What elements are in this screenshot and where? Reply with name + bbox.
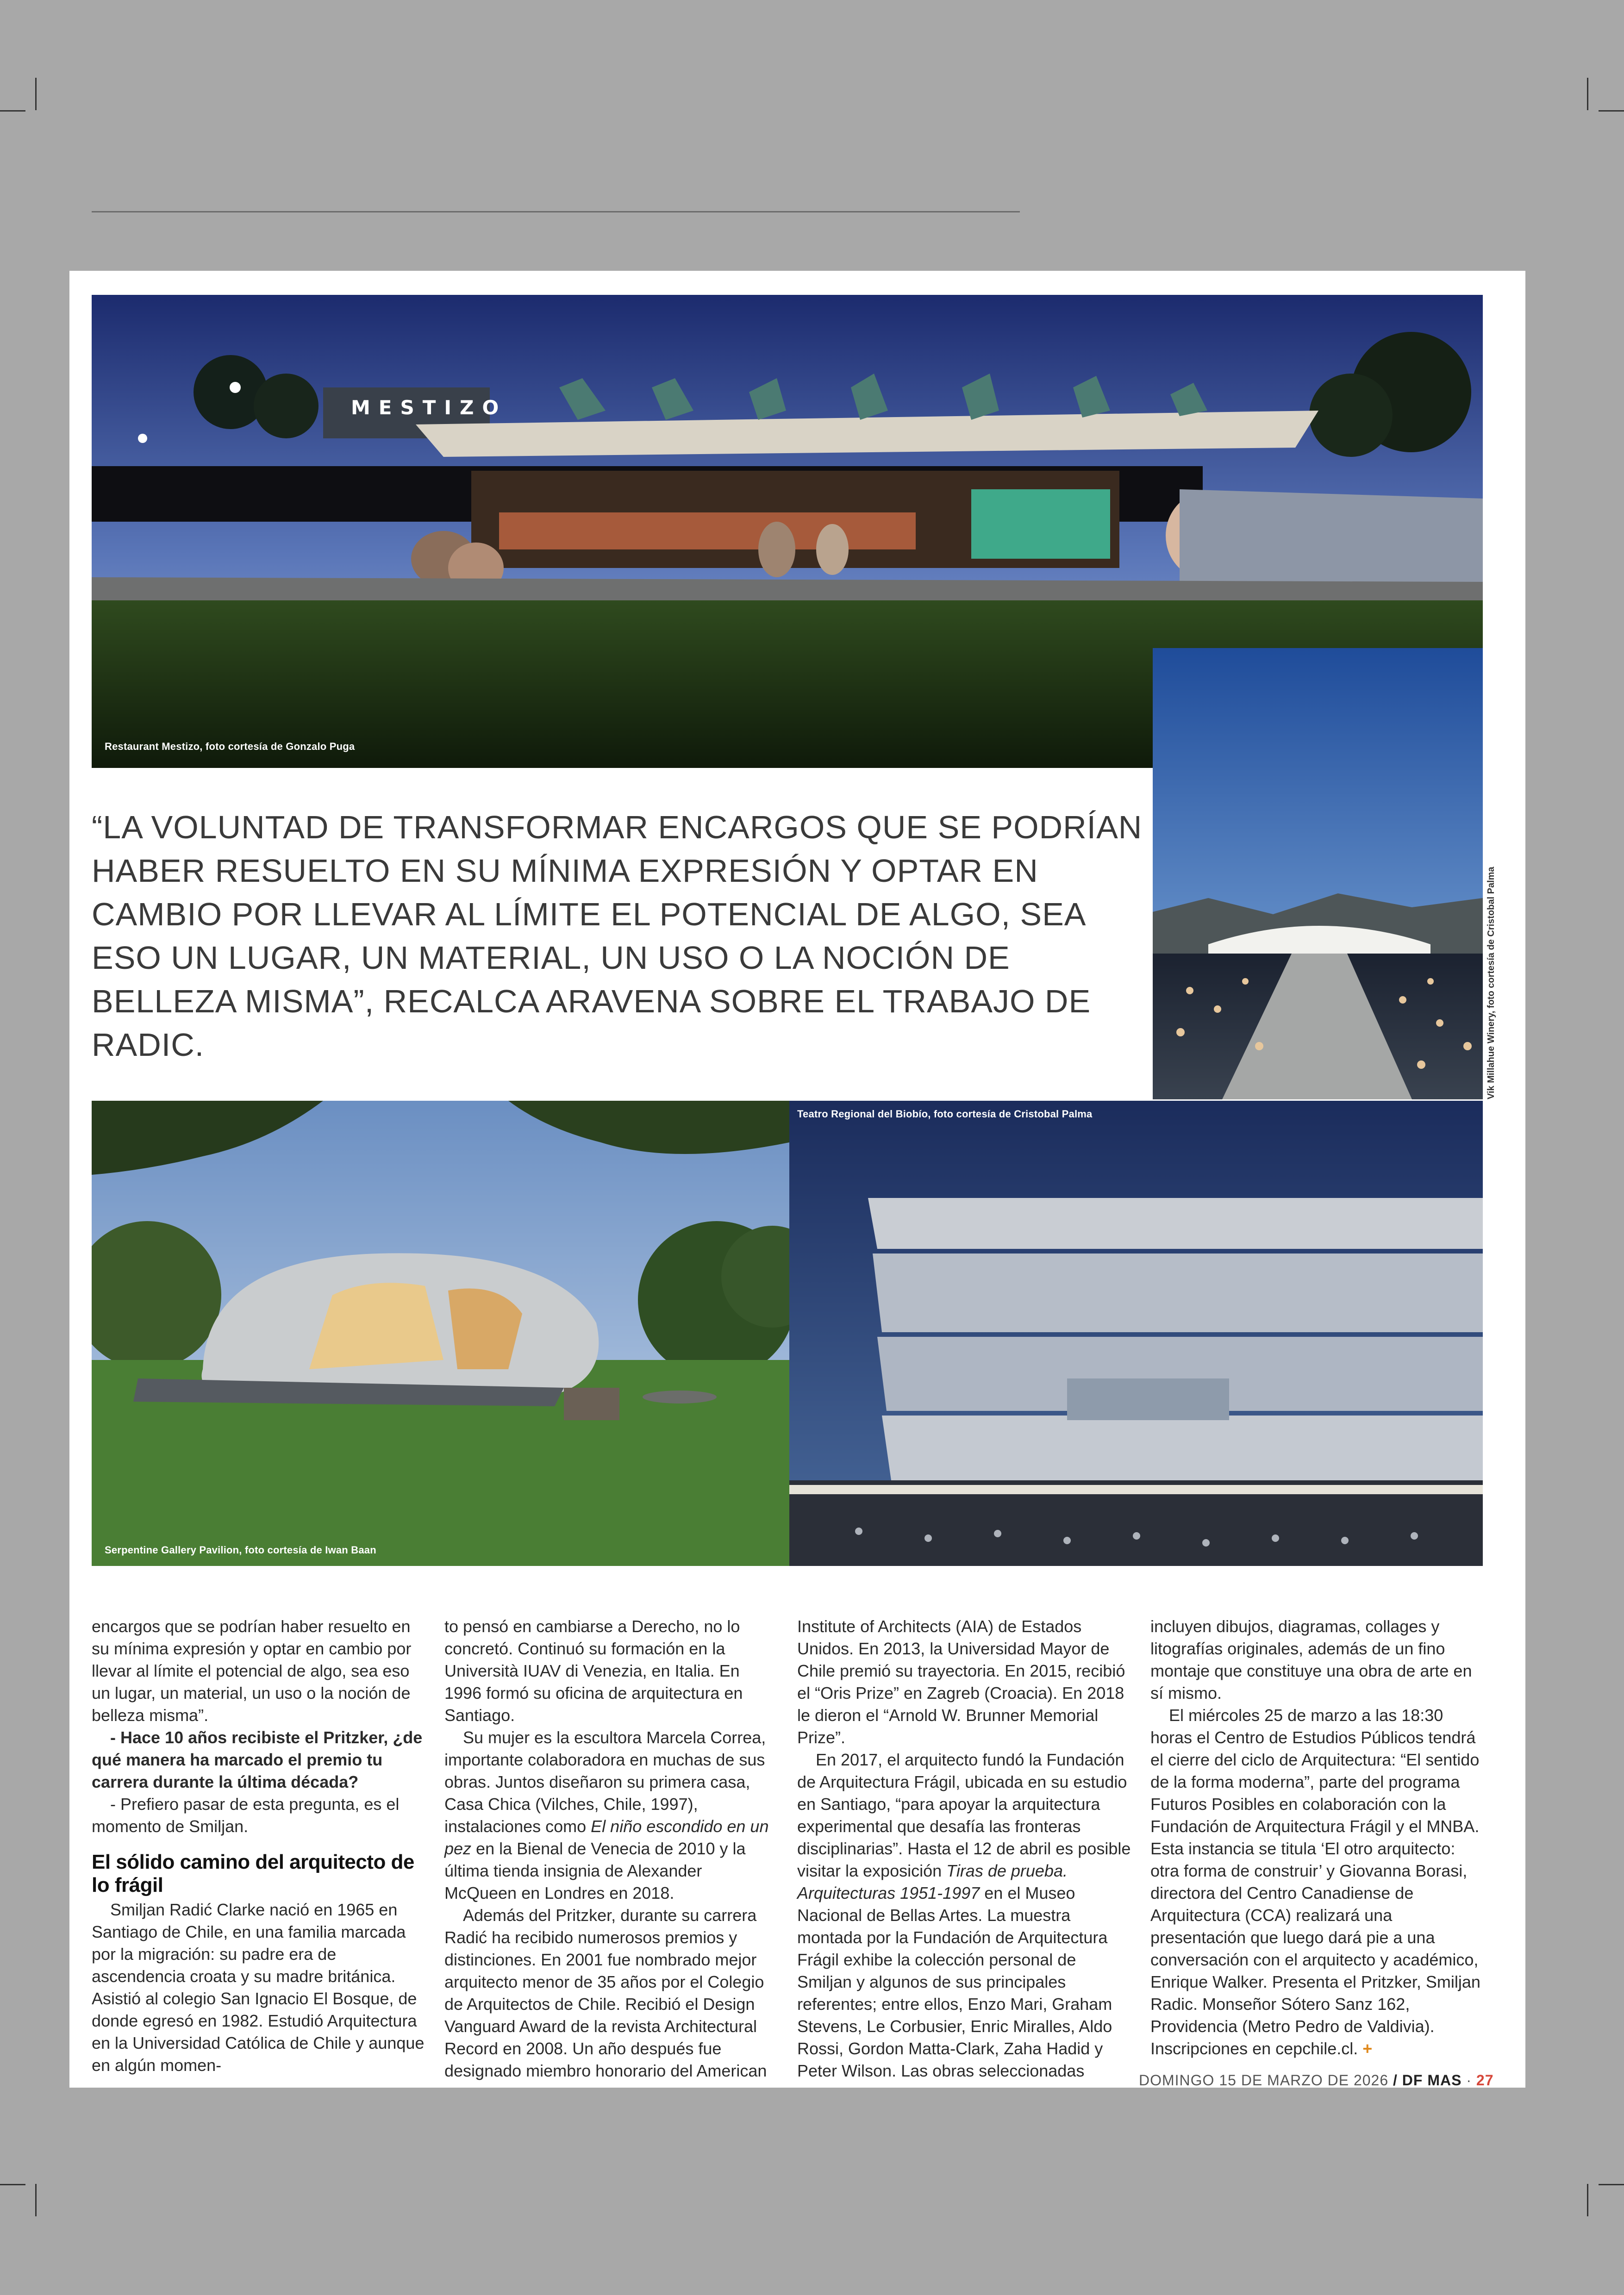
article-column-4 bbox=[1150, 1615, 1485, 2060]
crop-mark bbox=[35, 78, 37, 110]
photo-serpentine-pavilion bbox=[92, 1101, 789, 1566]
crop-mark bbox=[35, 2184, 37, 2216]
article-column-1 bbox=[92, 1615, 426, 2077]
crop-mark bbox=[1587, 2184, 1588, 2216]
photo-teatro-biobio bbox=[789, 1101, 1483, 1566]
article-column-2 bbox=[444, 1615, 779, 2082]
crop-mark bbox=[1599, 110, 1624, 112]
interview-answer: - Prefiero pasar de esta pregunta, es el momento de Smiljan. bbox=[92, 1795, 400, 1836]
footer-section: DF MAS bbox=[1402, 2072, 1462, 2089]
paragraph: Además del Pritzker, durante su carrera Radić ha recibido numerosos premios y distinciones. En 2001 fue nombrado mejor arquitecto menor de 35 años por el Colegio de Arquitectos de Chile. Recibió el Design Vanguard Award de la revista Architectural Record en 2008. Un año después fue designado miembro honorario del American bbox=[444, 1906, 767, 2080]
footer-dot: · bbox=[1466, 2072, 1472, 2089]
italic-title: Tiras de prueba. Arquitecturas 1951-1997 bbox=[797, 1861, 1068, 1902]
crop-mark bbox=[0, 2184, 25, 2185]
text-run: En 2017, el arquitecto fundó la Fundación de Arquitectura Frágil, ubicada en su estudio en Santiago, “para apoyar la arquitectura experimental que desafía las fronteras disciplinarias”. Hasta el 12 de abril es posible visitar la exposición bbox=[797, 1750, 1131, 1880]
paragraph: to pensó en cambiarse a Derecho, no lo concretó. Continuó su formación en la Università IUAV di Venezia, en Italia. En 1996 formó su oficina de arquitectura en Santiago. bbox=[444, 1617, 743, 1725]
footer-separator: / bbox=[1393, 2072, 1398, 2089]
caption-vik: Vik Millahue Winery, foto cortesía de Cristobal Palma bbox=[1486, 867, 1496, 1099]
text-run: Su mujer es la escultora Marcela Correa, importante colaboradora en muchas de sus obras. Juntos diseñaron su primera casa, Casa Chica (Vilches, Chile, 1997), instalaciones como bbox=[444, 1728, 766, 1836]
page-footer bbox=[1139, 2072, 1493, 2089]
paragraph: Institute of Architects (AIA) de Estados Unidos. En 2013, la Universidad Mayor de Chile premió su trayectoria. En 2015, recibió el “Oris Prize” en Zagreb (Croacia). En 2018 le dieron el “Arnold W. Brunner Memorial Prize”. bbox=[797, 1617, 1125, 1747]
text-run: en la Bienal de Venecia de 2010 y la última tienda insignia de Alexander McQueen en Londres en 2018. bbox=[444, 1839, 746, 1902]
italic-title: El niño escondido en un pez bbox=[444, 1817, 769, 1858]
pull-quote: “LA VOLUNTAD DE TRANSFORMAR ENCARGOS QUE SE PODRÍAN HABER RESUELTO EN SU MÍNIMA EXPRESIÓN Y OPTAR EN CAMBIO POR LLEVAR AL LÍMITE EL POTENCIAL DE ALGO, SEA ESO UN LUGAR, UN MATERIAL, UN USO O LA NOCIÓN DE BELLEZA MISMA”, RECALCA ARAVENA SOBRE EL TRABAJO DE RADIC. bbox=[92, 809, 1143, 1063]
caption-serpentine: Serpentine Gallery Pavilion, foto cortesía de Iwan Baan bbox=[105, 1544, 376, 1556]
paragraph bbox=[1150, 1704, 1485, 2060]
mestizo-sign: MESTIZO bbox=[351, 396, 507, 419]
footer-date: DOMINGO 15 DE MARZO DE 2026 bbox=[1139, 2072, 1389, 2089]
interview-question: - Hace 10 años recibiste el Pritzker, ¿de qué manera ha marcado el premio tu carrera durante la última década? bbox=[92, 1728, 423, 1791]
article-column-3 bbox=[797, 1615, 1131, 2082]
crop-mark bbox=[0, 110, 25, 112]
text-run: El miércoles 25 de marzo a las 18:30 horas el Centro de Estudios Públicos tendrá el cierre del ciclo de Arquitectura: “El sentido de la forma moderna”, parte del programa Futuros Posibles en colaboración con la Fundación de Arquitectura Frágil y el MNBA. Esta instancia se titula ‘El otro arquitecto: otra forma de construir’ y Giovanna Borasi, directora del Centro Canadiense de Arquitectura (CCA) realizará una presentación que luego dará pie a una conversación con el arquitecto y académico, Enrique Walker. Presenta el Pritzker, Smiljan Radic. Monseñor Sótero Sanz 162, Providencia (Metro Pedro de Valdivia). Inscripciones en cepchile.cl. bbox=[1150, 1706, 1480, 2058]
subheading: El sólido camino del arquitecto de lo frágil bbox=[92, 1851, 414, 1896]
crop-mark bbox=[1599, 2184, 1624, 2185]
text-run: en el Museo Nacional de Bellas Artes. La muestra montada por la Fundación de Arquitectura Frágil exhibe la colección personal de Smiljan y algunos de sus principales referentes; entre ellos, Enzo Mari, Graham Stevens, Le Corbusier, Enric Miralles, Aldo Rossi, Gordon Matta-Clark, Zaha Hadid y Peter Wilson. Las obras seleccionadas bbox=[797, 1883, 1112, 2080]
caption-mestizo: Restaurant Mestizo, foto cortesía de Gonzalo Puga bbox=[105, 741, 355, 752]
header-rule bbox=[92, 211, 1020, 212]
paragraph bbox=[444, 1727, 779, 1904]
photo-vik-winery bbox=[1153, 648, 1483, 1099]
paragraph bbox=[797, 1749, 1131, 2082]
end-mark-icon: + bbox=[1362, 2039, 1373, 2058]
paragraph: encargos que se podrían haber resuelto en su mínima expresión y optar en cambio por llevar al límite el potencial de algo, sea eso un lugar, un material, un uso o la noción de belleza misma”. bbox=[92, 1617, 412, 1725]
caption-teatro: Teatro Regional del Biobío, foto cortesía de Cristobal Palma bbox=[797, 1108, 1093, 1120]
crop-mark bbox=[1587, 78, 1588, 110]
paragraph: incluyen dibujos, diagramas, collages y litografías originales, además de un fino montaje que constituye una obra de arte en sí mismo. bbox=[1150, 1617, 1472, 1703]
paragraph: Smiljan Radić Clarke nació en 1965 en Santiago de Chile, en una familia marcada por la migración: su padre era de ascendencia croata y su madre británica. Asistió al colegio San Ignacio El Bosque, de donde egresó en 1982. Estudió Arquitectura en la Universidad Católica de Chile y aunque en algún momen- bbox=[92, 1900, 425, 2075]
page-number: 27 bbox=[1476, 2072, 1494, 2089]
